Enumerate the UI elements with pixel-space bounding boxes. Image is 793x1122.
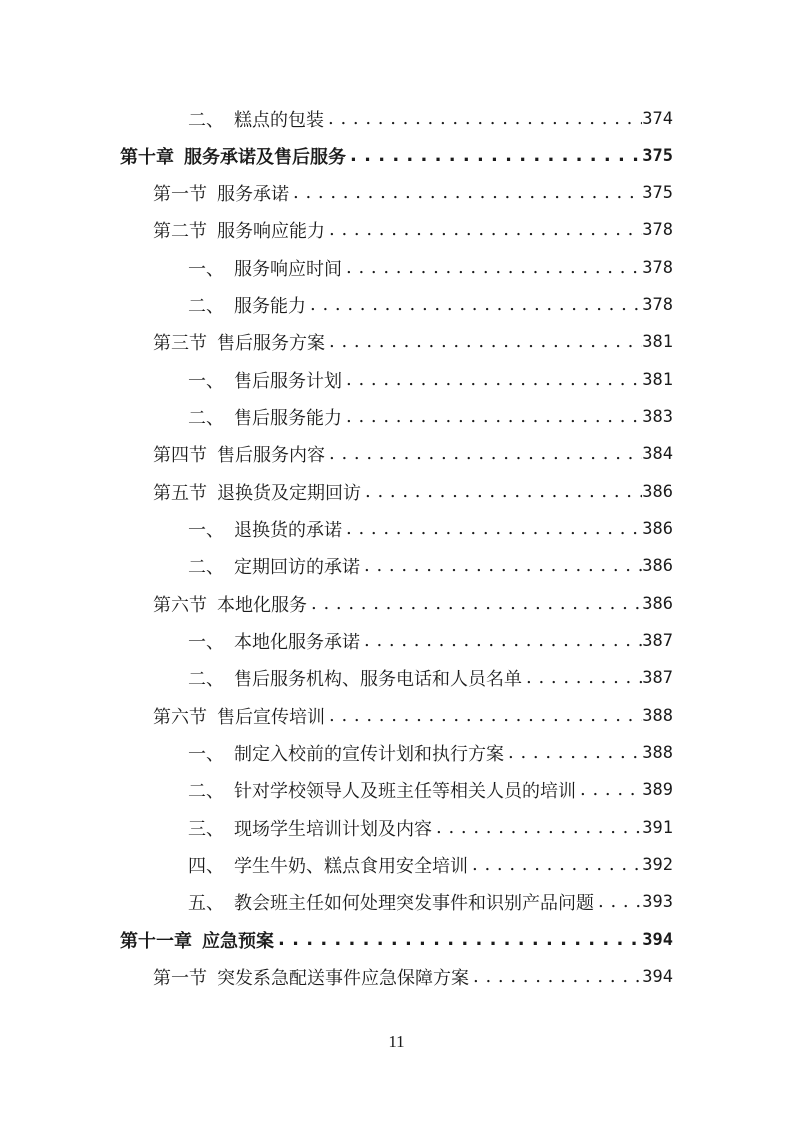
dot-leader [342, 257, 642, 278]
toc-entry-title: 制定入校前的宣传计划和执行方案 [234, 743, 504, 765]
dot-leader [306, 294, 642, 315]
toc-entry[interactable] [188, 249, 673, 286]
toc-entry-title: 服务承诺及售后服务 [184, 146, 346, 168]
toc-entry-title: 退换货及定期回访 [217, 482, 361, 504]
toc-entry-number: 第六节 [153, 594, 207, 616]
toc-entry-number: 第一节 [153, 183, 207, 205]
toc-entry-number: 五、 [188, 892, 224, 914]
toc-entry[interactable] [188, 510, 673, 547]
toc-section-entry[interactable] [153, 697, 673, 734]
toc-entry-number: 第十章 [120, 146, 174, 168]
toc-chapter-entry[interactable] [120, 137, 673, 174]
dot-leader [307, 593, 642, 614]
toc-entry-page: 386 [642, 593, 673, 614]
dot-leader [346, 145, 642, 166]
dot-leader [468, 854, 642, 875]
dot-leader [522, 667, 642, 688]
toc-entry-page: 386 [642, 481, 673, 502]
toc-entry-number: 一、 [188, 370, 224, 392]
toc-section-entry[interactable] [153, 435, 673, 472]
toc-entry[interactable] [188, 734, 673, 771]
toc-entry[interactable] [188, 286, 673, 323]
toc-entry-page: 381 [642, 369, 673, 390]
toc-entry-page: 381 [642, 331, 673, 352]
toc-entry-page: 394 [642, 929, 673, 950]
toc-entry[interactable] [188, 100, 673, 137]
toc-entry-page: 388 [642, 705, 673, 726]
dot-leader [342, 518, 642, 539]
toc-entry-number: 二、 [188, 556, 224, 578]
toc-entry-page: 389 [642, 779, 673, 800]
toc-section-entry[interactable] [153, 211, 673, 248]
toc-entry-page: 387 [642, 630, 673, 651]
toc-entry-title: 教会班主任如何处理突发事件和识别产品问题 [234, 892, 594, 914]
toc-entry[interactable] [188, 771, 673, 808]
dot-leader [360, 630, 642, 651]
toc-entry-title: 退换货的承诺 [234, 519, 342, 541]
toc-entry-page: 388 [642, 742, 673, 763]
toc-entry-number: 二、 [188, 668, 224, 690]
toc-entry[interactable] [188, 846, 673, 883]
toc-entry-number: 二、 [188, 780, 224, 802]
toc-section-entry[interactable] [153, 323, 673, 360]
toc-entry-page: 393 [642, 891, 673, 912]
toc-entry-number: 第五节 [153, 482, 207, 504]
toc-entry-page: 384 [642, 443, 673, 464]
toc-entry-title: 售后服务计划 [234, 370, 342, 392]
dot-leader [360, 555, 642, 576]
toc-entry-number: 第二节 [153, 220, 207, 242]
toc-chapter-entry[interactable] [120, 921, 673, 958]
toc-entry-number: 一、 [188, 258, 224, 280]
toc-entry[interactable] [188, 361, 673, 398]
toc-entry-number: 第三节 [153, 332, 207, 354]
toc-entry-title: 学生牛奶、糕点食用安全培训 [234, 855, 468, 877]
dot-leader [504, 742, 642, 763]
dot-leader [325, 443, 642, 464]
dot-leader [325, 219, 642, 240]
toc-entry-title: 本地化服务承诺 [234, 631, 360, 653]
toc-entry-page: 375 [642, 182, 673, 203]
toc-entry-page: 378 [642, 219, 673, 240]
toc-entry-page: 387 [642, 667, 673, 688]
toc-entry-title: 售后服务能力 [234, 407, 342, 429]
toc-entry-title: 售后宣传培训 [217, 706, 325, 728]
toc-entry-title: 售后服务内容 [217, 444, 325, 466]
toc-entry-page: 378 [642, 257, 673, 278]
page-number: 11 [388, 1032, 405, 1051]
toc-entry[interactable] [188, 398, 673, 435]
toc-entry-number: 第四节 [153, 444, 207, 466]
toc-entry-number: 一、 [188, 743, 224, 765]
toc-entry-number: 第六节 [153, 706, 207, 728]
dot-leader [274, 929, 642, 950]
toc-entry-page: 375 [642, 145, 673, 166]
toc-section-entry[interactable] [153, 473, 673, 510]
toc-entry-title: 应急预案 [202, 930, 274, 952]
toc-entry-page: 386 [642, 555, 673, 576]
toc-entry[interactable] [188, 659, 673, 696]
toc-entry-title: 服务承诺 [217, 183, 289, 205]
toc-entry-number: 二、 [188, 109, 224, 131]
toc-entry[interactable] [188, 622, 673, 659]
toc-entry-number: 第一节 [153, 967, 207, 989]
toc-entry-page: 394 [642, 966, 673, 987]
toc-entry-page: 391 [642, 817, 673, 838]
dot-leader [469, 966, 642, 987]
toc-entry[interactable] [188, 809, 673, 846]
toc-section-entry[interactable] [153, 585, 673, 622]
toc-entry-title: 针对学校领导人及班主任等相关人员的培训 [234, 780, 576, 802]
toc-entry-number: 一、 [188, 519, 224, 541]
toc-entry-number: 二、 [188, 295, 224, 317]
toc-entry-page: 383 [642, 406, 673, 427]
toc-entry[interactable] [188, 547, 673, 584]
toc-entry-title: 现场学生培训计划及内容 [234, 818, 432, 840]
toc-entry-page: 386 [642, 518, 673, 539]
toc-entry-title: 售后服务方案 [217, 332, 325, 354]
toc-entry-title: 服务响应时间 [234, 258, 342, 280]
dot-leader [576, 779, 642, 800]
toc-entry-number: 三、 [188, 818, 224, 840]
toc-entry-number: 一、 [188, 631, 224, 653]
toc-section-entry[interactable] [153, 174, 673, 211]
dot-leader [361, 481, 642, 502]
toc-entry-title: 售后服务机构、服务电话和人员名单 [234, 668, 522, 690]
toc-entry-title: 糕点的包装 [234, 109, 324, 131]
dot-leader [342, 369, 642, 390]
toc-entry-title: 服务响应能力 [217, 220, 325, 242]
toc-entry-title: 突发系急配送事件应急保障方案 [217, 967, 469, 989]
dot-leader [325, 331, 642, 352]
toc-entry-title: 定期回访的承诺 [234, 556, 360, 578]
toc-entry-title: 服务能力 [234, 295, 306, 317]
toc-entry-number: 二、 [188, 407, 224, 429]
dot-leader [325, 705, 642, 726]
dot-leader [342, 406, 642, 427]
toc-section-entry[interactable] [153, 958, 673, 995]
toc-entry-page: 374 [642, 108, 673, 129]
dot-leader [594, 891, 642, 912]
dot-leader [289, 182, 642, 203]
toc-entry-number: 四、 [188, 855, 224, 877]
toc-entry[interactable] [188, 883, 673, 920]
toc-entry-page: 378 [642, 294, 673, 315]
dot-leader [324, 108, 642, 129]
toc-entry-title: 本地化服务 [217, 594, 307, 616]
dot-leader [432, 817, 642, 838]
toc-entry-number: 第十一章 [120, 930, 192, 952]
toc-entry-page: 392 [642, 854, 673, 875]
